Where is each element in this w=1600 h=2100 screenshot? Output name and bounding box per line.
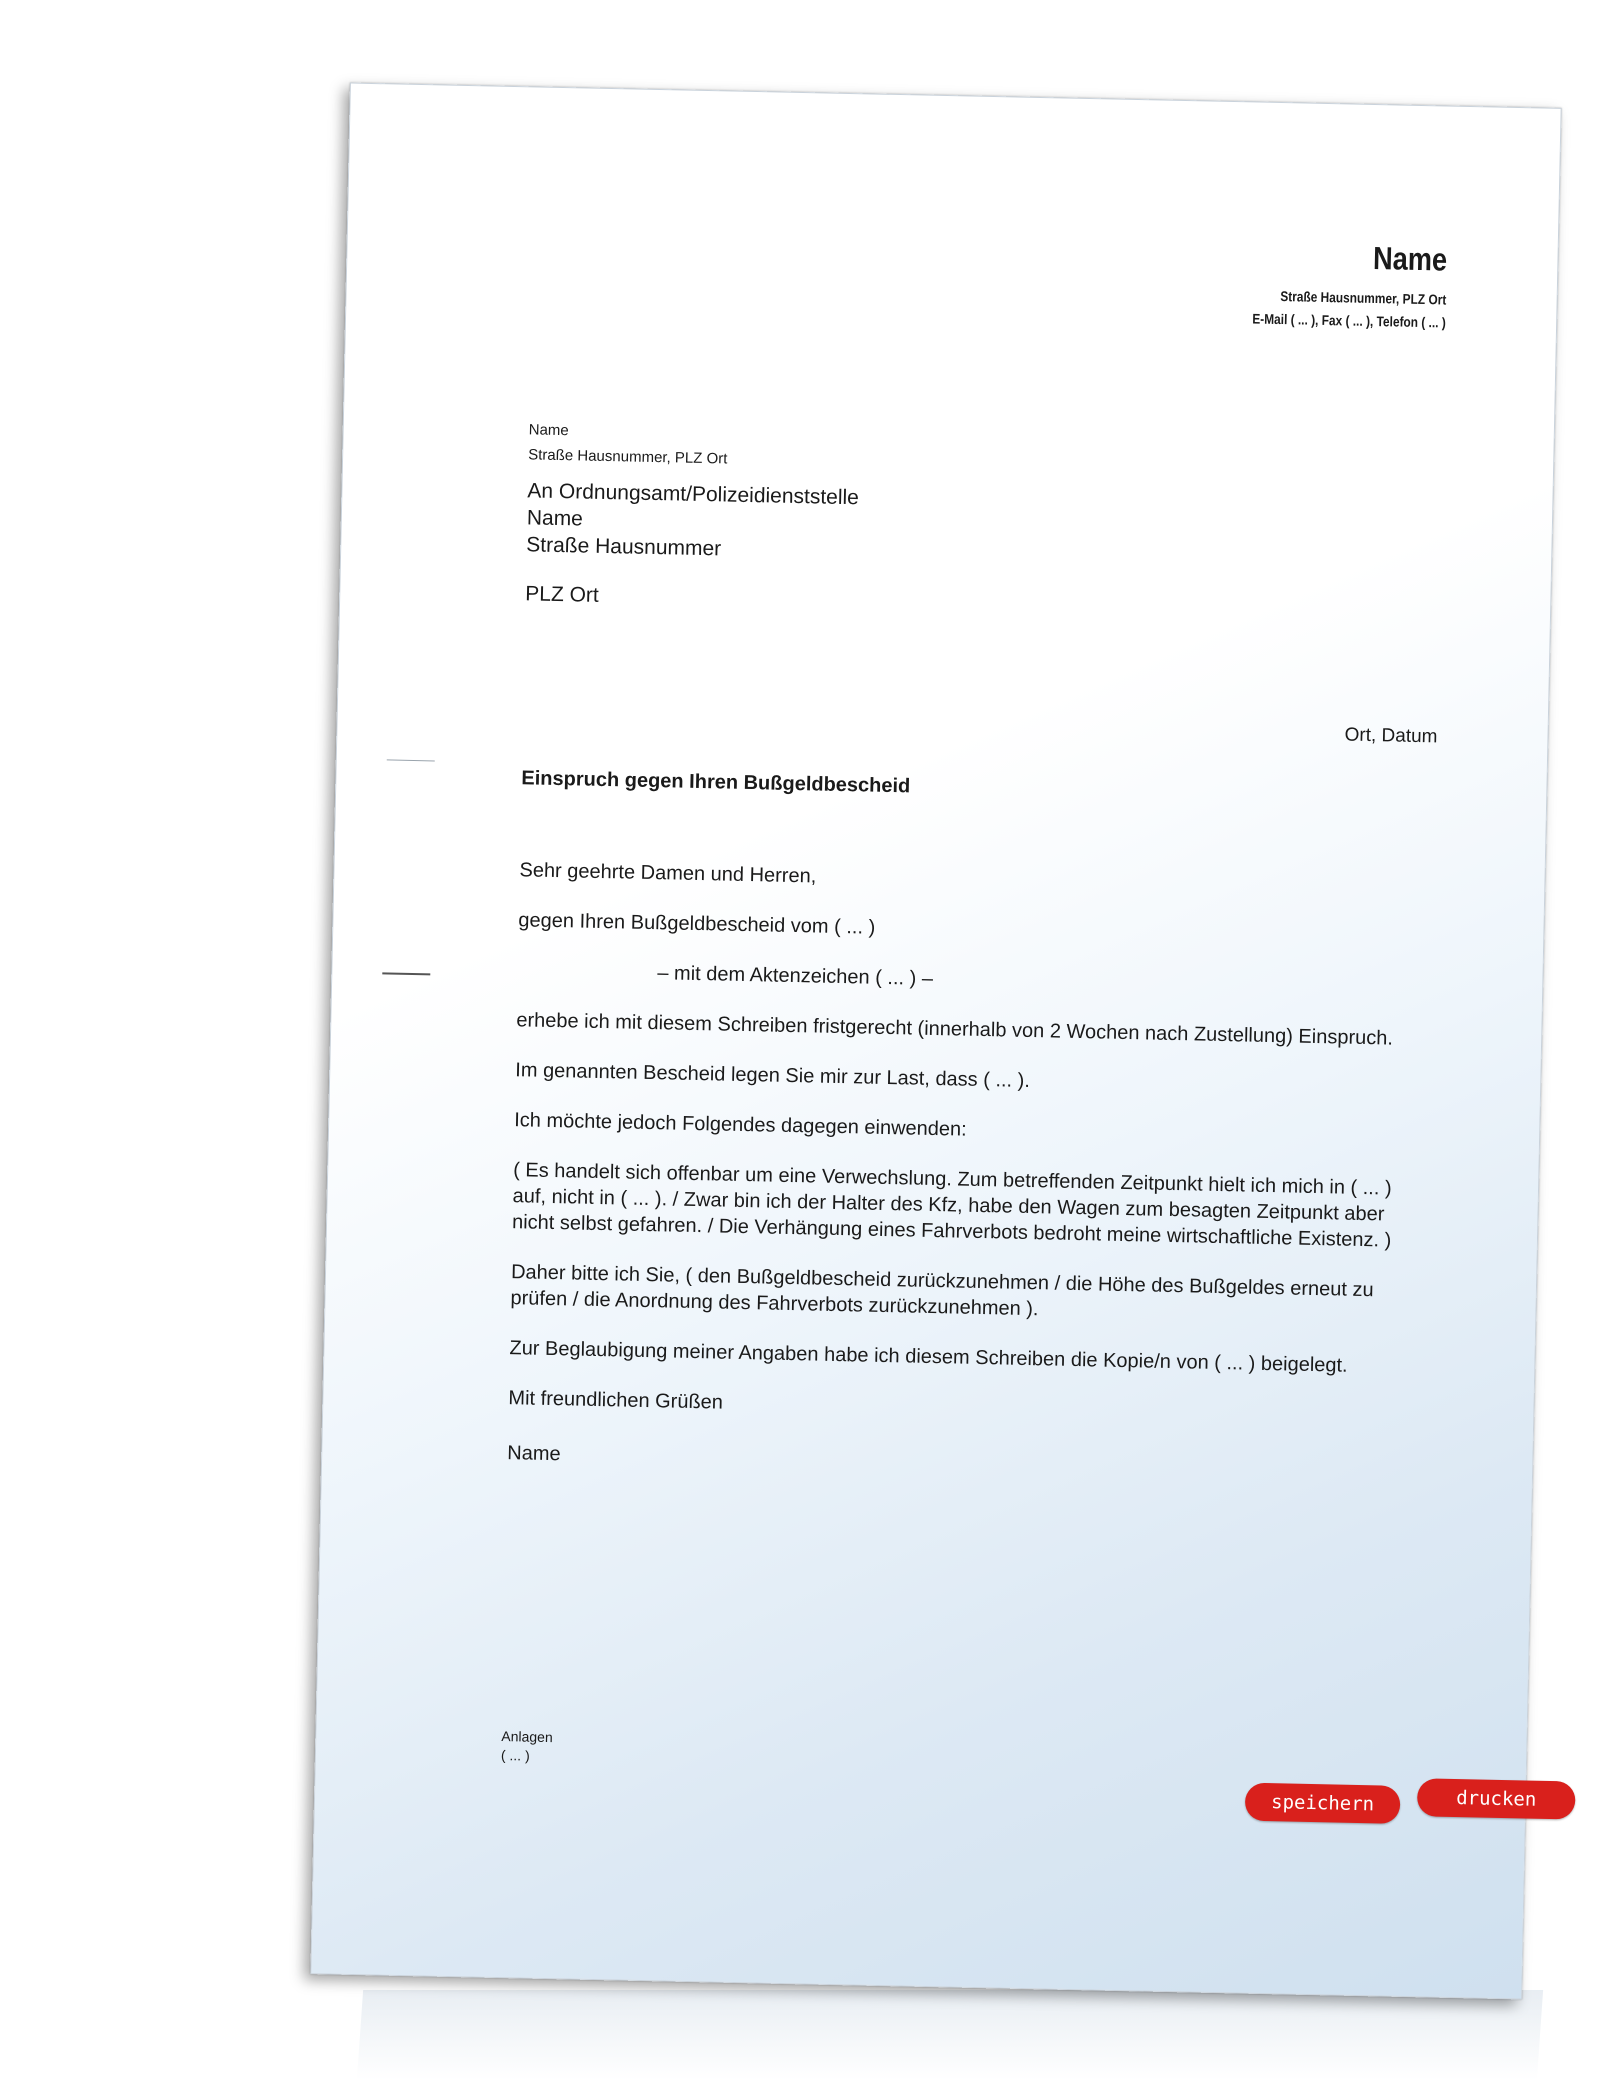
closing: Mit freundlichen Grüßen [508,1387,724,1414]
save-button[interactable]: speichern [1245,1783,1401,1824]
attachments-value: ( ... ) [500,1747,530,1764]
page-reflection [357,1990,1543,2080]
recipient-line-1: An Ordnungsamt/Polizeidienststelle [527,479,860,510]
place-date: Ort, Datum [1344,724,1438,748]
body-paragraph-7: Daher bitte ich Sie, ( den Bußgeldbescheid zurückzunehmen / die Höhe des Bußgeldes erneut zu prüfen / die Anordnung des Fahrverbots zurückzunehmen ). [510,1261,1374,1321]
attachments-label: Anlagen [501,1728,553,1746]
body-paragraph-2: – mit dem Aktenzeichen ( ... ) – [657,962,934,990]
letter-subject: Einspruch gegen Ihren Bußgeldbescheid [521,767,911,798]
recipient-line-2: Name [526,506,584,531]
body-paragraph-8: Zur Beglaubigung meiner Angaben habe ich diesem Schreiben die Kopie/n von ( ... ) beigelegt. [509,1337,1348,1377]
recipient-address [525,477,859,614]
return-address-name: Name [528,421,569,440]
recipient-line-3: Straße Hausnummer [526,533,722,561]
sender-contact: E-Mail ( ... ), Fax ( ... ), Telefon ( ... ) [1252,310,1447,331]
body-paragraph-6: ( Es handelt sich offenbar um eine Verwechslung. Zum betreffenden Zeitpunkt hielt ich mich in ( ... ) auf, nicht in ( ... ). / Zwar bin ich der Halter des Kfz, habe den Wagen zum besagten Zeitpunkt aber nicht selbst gefahren. / Die Verhängung eines Fahrverbots bedroht meine wirtschaftliche Existenz. ) [511,1159,1392,1252]
sender-block [1218,237,1448,335]
signature-name: Name [507,1442,561,1466]
sender-address: Straße Hausnummer, PLZ Ort [1280,288,1447,308]
body-paragraph-1: gegen Ihren Bußgeldbescheid vom ( ... ) [518,909,876,939]
print-button[interactable]: drucken [1417,1778,1576,1819]
recipient-city: PLZ Ort [525,582,600,607]
body-paragraph-5: Ich möchte jedoch Folgendes dagegen einwenden: [514,1109,967,1141]
sender-name: Name [1373,239,1448,278]
body-paragraph-4: Im genannten Bescheid legen Sie mir zur Last, dass ( ... ). [515,1059,1031,1092]
fold-mark-top [387,759,435,761]
return-address-street: Straße Hausnummer, PLZ Ort [528,446,728,468]
return-address [528,417,728,471]
salutation: Sehr geehrte Damen und Herren, [519,859,817,888]
letter-page [310,83,1561,2000]
letter-body [508,857,1400,1453]
punch-mark [382,972,430,975]
attachments [501,1727,553,1766]
body-paragraph-3: erhebe ich mit diesem Schreiben fristgerecht (innerhalb von 2 Wochen nach Zustellung) Einspruch. [516,1009,1394,1050]
